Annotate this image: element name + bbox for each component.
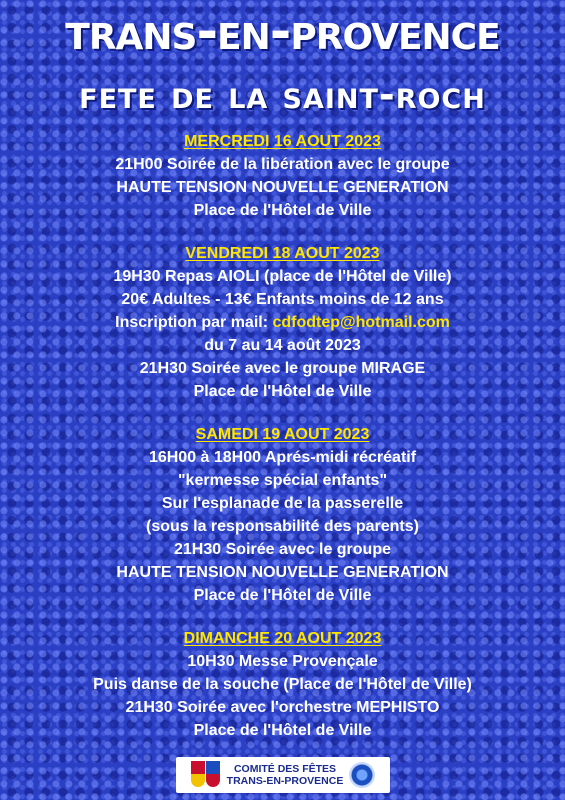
event-line: HAUTE TENSION NOUVELLE GENERATION <box>116 179 449 196</box>
event-line: Puis danse de la souche (Place de l'Hôtel de Ville) <box>93 676 472 693</box>
event-line: Place de l'Hôtel de Ville <box>193 202 372 219</box>
coat-of-arms-icon <box>191 761 221 789</box>
poster-title: trans-en-provence <box>65 2 500 62</box>
event-line: 16H00 à 18H00 Aprés-midi récréatif <box>148 449 417 466</box>
registration-line <box>0 311 565 334</box>
event-wednesday <box>0 130 565 222</box>
event-day-heading: VENDREDI 18 AOUT 2023 <box>185 245 380 262</box>
event-saturday <box>0 423 565 607</box>
seal-icon <box>349 762 375 788</box>
committee-line-1: COMITÉ DES FÊTES <box>233 763 337 775</box>
event-line: du 7 au 14 août 2023 <box>204 337 361 354</box>
event-line: 21H00 Soirée de la libération avec le groupe <box>115 156 450 173</box>
event-day-heading: MERCREDI 16 AOUT 2023 <box>184 133 381 150</box>
event-friday <box>0 242 565 403</box>
event-line: Sur l'esplanade de la passerelle <box>161 495 404 512</box>
event-line: Place de l'Hôtel de Ville <box>193 587 372 604</box>
event-program <box>0 130 565 762</box>
event-day-heading: DIMANCHE 20 AOUT 2023 <box>183 630 382 647</box>
event-line: 21H30 Soirée avec le groupe MIRAGE <box>139 360 426 377</box>
committee-name <box>227 763 344 787</box>
committee-logo <box>176 757 390 793</box>
registration-label: Inscription par mail: <box>115 314 273 331</box>
event-line: 21H30 Soirée avec le groupe <box>174 541 391 558</box>
poster-subtitle: fete de la saint-roch <box>79 73 486 117</box>
event-line: HAUTE TENSION NOUVELLE GENERATION <box>116 564 449 581</box>
event-line: 21H30 Soirée avec l'orchestre MEPHISTO <box>125 699 440 716</box>
registration-email-link[interactable]: cdfodtep@hotmail.com <box>272 314 450 331</box>
event-line: "kermesse spécial enfants" <box>177 472 388 489</box>
event-line: (sous la responsabilité des parents) <box>146 518 419 535</box>
event-sunday <box>0 627 565 742</box>
committee-line-2: TRANS-EN-PROVENCE <box>226 775 344 787</box>
event-line: Place de l'Hôtel de Ville <box>193 722 372 739</box>
event-line: 20€ Adultes - 13€ Enfants moins de 12 ans <box>121 291 444 308</box>
event-line: 10H30 Messe Provençale <box>187 653 378 670</box>
event-day-heading: SAMEDI 19 AOUT 2023 <box>195 426 370 443</box>
event-line: 19H30 Repas AIOLI (place de l'Hôtel de Ville) <box>113 268 452 285</box>
event-line: Place de l'Hôtel de Ville <box>193 383 372 400</box>
